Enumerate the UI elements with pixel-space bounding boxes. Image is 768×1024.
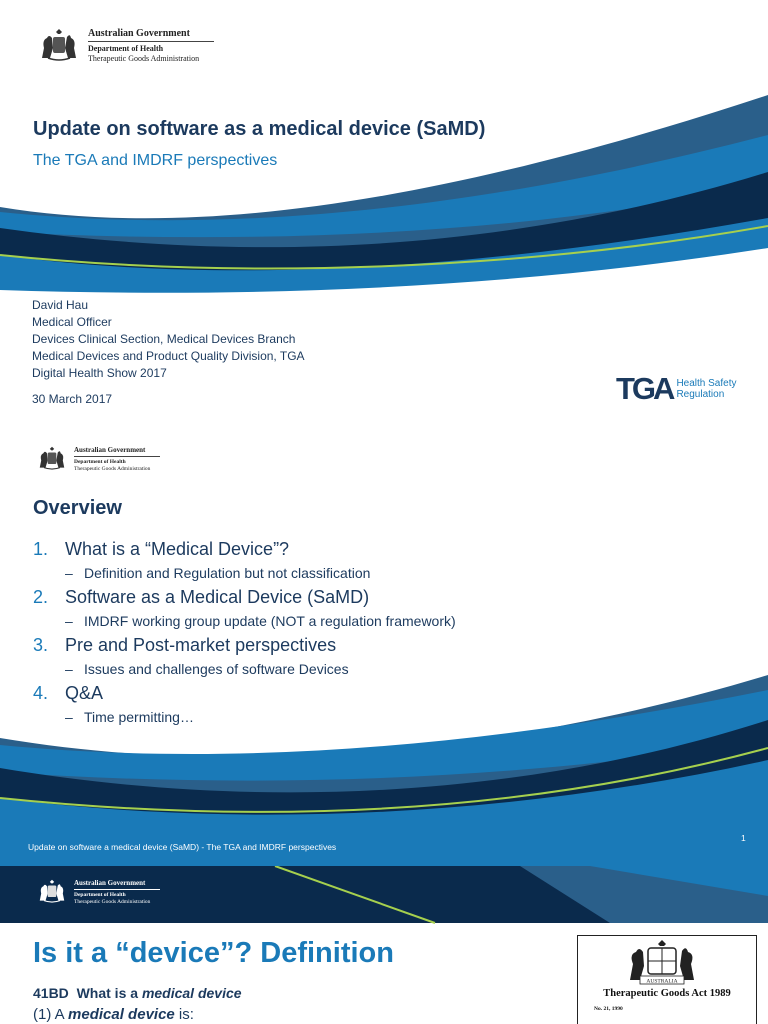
tga-acronym: TGA [616, 371, 673, 406]
presenter-section: Devices Clinical Section, Medical Devices Branch [32, 332, 296, 346]
logo-agency: Therapeutic Goods Administration [88, 54, 200, 63]
list-item-text: Q&A [65, 683, 104, 703]
logo-department: Department of Health [88, 44, 164, 53]
australian-government-logo [34, 879, 160, 906]
act-number: No. 21, 1990 [594, 1006, 623, 1012]
coat-of-arms-icon [34, 28, 84, 64]
overview-slide [0, 420, 768, 866]
dash-bullet: – [65, 613, 73, 629]
logo-government-name: Australian Government [74, 446, 146, 454]
presenter-name: David Hau [32, 298, 89, 312]
overview-heading: Overview [33, 497, 122, 519]
title-slide [0, 0, 768, 420]
australian-government-logo [34, 28, 214, 64]
coat-of-arms-icon [34, 446, 70, 472]
logo-government-name: Australian Government [74, 879, 146, 887]
section-italic-term: medical device [141, 985, 242, 1001]
list-item-text: Software as a Medical Device (SaMD) [65, 587, 370, 607]
list-item [33, 635, 733, 677]
act-coat-of-arms-icon [596, 940, 736, 986]
list-item [33, 683, 733, 725]
dash-bullet: – [65, 565, 73, 581]
definition-title: Is it a “device”? Definition [33, 937, 394, 969]
presenter-details [32, 297, 305, 382]
dash-bullet: – [65, 661, 73, 677]
logo-government-name: Australian Government [88, 28, 190, 39]
slide-footer: Update on software a medical device (SaMD) - The TGA and IMDRF perspectives [28, 842, 337, 852]
list-item-number: 3. [33, 635, 49, 655]
definition-slide [0, 866, 768, 1024]
list-item-subtext: Time permitting… [84, 709, 194, 725]
list-item-subtext: Issues and challenges of software Devices [84, 661, 349, 677]
overview-list [33, 539, 733, 725]
coat-of-arms-icon [34, 879, 70, 905]
tga-tagline: Health Safety Regulation [676, 378, 737, 400]
section-heading [33, 985, 242, 1001]
clause-prefix: A [51, 1006, 69, 1023]
clause-italic-term: medical device [68, 1006, 175, 1023]
logo-department: Department of Health [74, 892, 126, 898]
list-item [33, 539, 733, 581]
logo-agency: Therapeutic Goods Administration [74, 466, 151, 472]
clause-suffix: is: [174, 1006, 194, 1023]
page-number: 1 [741, 833, 746, 843]
presentation-subtitle: The TGA and IMDRF perspectives [33, 152, 278, 169]
act-banner-text: AUSTRALIA [646, 978, 678, 985]
logo-department: Department of Health [74, 459, 126, 465]
logo-agency: Therapeutic Goods Administration [74, 899, 151, 905]
list-item-number: 1. [33, 539, 49, 559]
section-prefix: What is a [76, 985, 142, 1001]
act-title: Therapeutic Goods Act 1989 [603, 988, 731, 999]
presentation-date: 30 March 2017 [32, 392, 113, 406]
list-item-number: 4. [33, 683, 49, 703]
list-item [33, 587, 733, 629]
clause-number: (1) [33, 1006, 52, 1023]
australian-government-logo [34, 446, 160, 473]
presenter-event: Digital Health Show 2017 [32, 366, 167, 380]
presentation-title: Update on software as a medical device (SaMD) [33, 118, 486, 140]
presenter-division: Medical Devices and Product Quality Division, TGA [32, 349, 305, 363]
presenter-role: Medical Officer [32, 315, 112, 329]
list-item-text: Pre and Post-market perspectives [65, 635, 337, 655]
list-item-subtext: IMDRF working group update (NOT a regulation framework) [84, 613, 456, 629]
list-item-subtext: Definition and Regulation but not classification [84, 565, 371, 581]
dash-bullet: – [65, 709, 73, 725]
section-number: 41BD [33, 985, 69, 1001]
tga-brand-logo [616, 372, 740, 406]
list-item-number: 2. [33, 587, 49, 607]
clause-text [33, 1006, 194, 1023]
list-item-text: What is a “Medical Device”? [65, 539, 290, 559]
act-cover-image [577, 935, 757, 1024]
